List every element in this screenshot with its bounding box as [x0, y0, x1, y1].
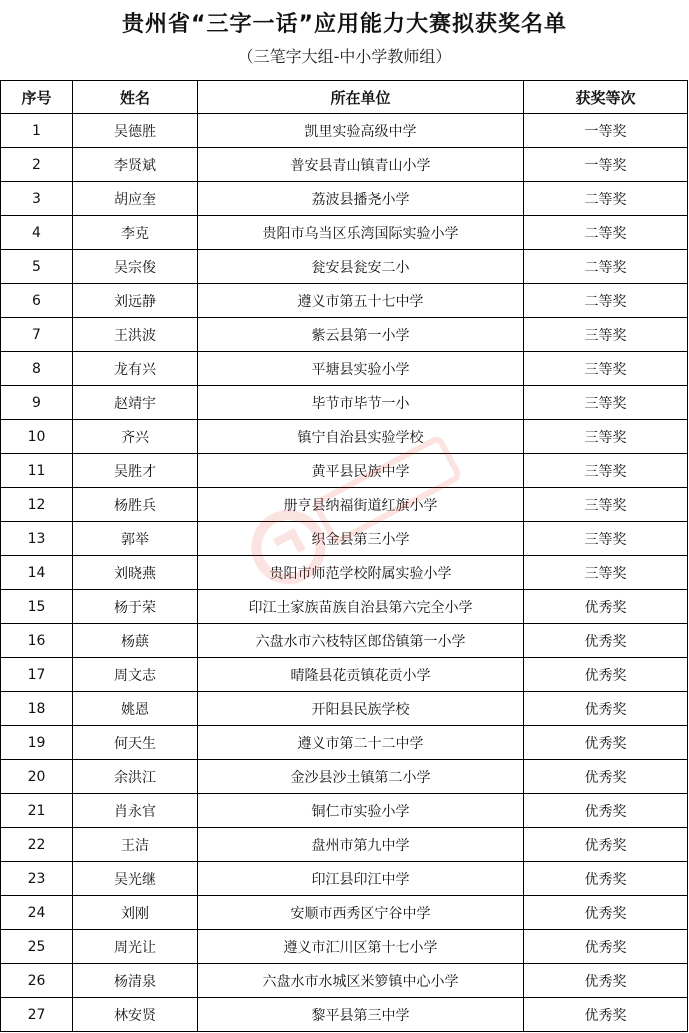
- table-row: [1, 352, 688, 386]
- cell-number: 12: [1, 488, 73, 522]
- cell-name: 吴胜才: [73, 454, 198, 488]
- table-header-row: [1, 81, 688, 114]
- cell-award: 三等奖: [524, 420, 688, 454]
- cell-award: 三等奖: [524, 522, 688, 556]
- cell-unit: 遵义市第五十七中学: [198, 284, 524, 318]
- cell-number: 9: [1, 386, 73, 420]
- cell-award: 优秀奖: [524, 930, 688, 964]
- cell-unit: 镇宁自治县实验学校: [198, 420, 524, 454]
- cell-number: 3: [1, 182, 73, 216]
- table-row: [1, 318, 688, 352]
- cell-unit: 黎平县第三中学: [198, 998, 524, 1032]
- cell-unit: 黄平县民族中学: [198, 454, 524, 488]
- cell-unit: 遵义市第二十二中学: [198, 726, 524, 760]
- cell-award: 优秀奖: [524, 794, 688, 828]
- cell-award: 优秀奖: [524, 692, 688, 726]
- table-row: [1, 148, 688, 182]
- cell-name: 杨于荣: [73, 590, 198, 624]
- cell-award: 优秀奖: [524, 590, 688, 624]
- cell-number: 2: [1, 148, 73, 182]
- cell-award: 优秀奖: [524, 862, 688, 896]
- table-row: [1, 794, 688, 828]
- header-award: 获奖等次: [524, 81, 688, 114]
- cell-award: 优秀奖: [524, 964, 688, 998]
- cell-name: 李贤斌: [73, 148, 198, 182]
- cell-award: 三等奖: [524, 454, 688, 488]
- cell-award: 一等奖: [524, 148, 688, 182]
- table-row: [1, 284, 688, 318]
- cell-number: 21: [1, 794, 73, 828]
- cell-award: 优秀奖: [524, 828, 688, 862]
- cell-number: 24: [1, 896, 73, 930]
- cell-award: 三等奖: [524, 318, 688, 352]
- table-row: [1, 964, 688, 998]
- table-row: [1, 522, 688, 556]
- cell-number: 5: [1, 250, 73, 284]
- cell-award: 三等奖: [524, 386, 688, 420]
- table-row: [1, 896, 688, 930]
- cell-name: 何天生: [73, 726, 198, 760]
- table-row: [1, 862, 688, 896]
- cell-number: 25: [1, 930, 73, 964]
- cell-number: 17: [1, 658, 73, 692]
- cell-number: 16: [1, 624, 73, 658]
- cell-number: 15: [1, 590, 73, 624]
- document-subtitle: （三笔字大组-中小学教师组）: [237, 47, 452, 66]
- table-row: [1, 182, 688, 216]
- cell-name: 李克: [73, 216, 198, 250]
- cell-unit: 紫云县第一小学: [198, 318, 524, 352]
- cell-award: 优秀奖: [524, 624, 688, 658]
- cell-award: 优秀奖: [524, 896, 688, 930]
- header-number: 序号: [1, 81, 73, 114]
- cell-award: 优秀奖: [524, 760, 688, 794]
- cell-award: 二等奖: [524, 250, 688, 284]
- cell-name: 余洪江: [73, 760, 198, 794]
- cell-number: 11: [1, 454, 73, 488]
- table-row: [1, 250, 688, 284]
- cell-number: 7: [1, 318, 73, 352]
- cell-number: 19: [1, 726, 73, 760]
- table-row: [1, 216, 688, 250]
- cell-unit: 贵阳市师范学校附属实验小学: [198, 556, 524, 590]
- cell-unit: 开阳县民族学校: [198, 692, 524, 726]
- cell-number: 20: [1, 760, 73, 794]
- cell-unit: 铜仁市实验小学: [198, 794, 524, 828]
- cell-unit: 荔波县播尧小学: [198, 182, 524, 216]
- cell-unit: 六盘水市六枝特区郎岱镇第一小学: [198, 624, 524, 658]
- table-row: [1, 488, 688, 522]
- cell-award: 三等奖: [524, 352, 688, 386]
- table-row: [1, 590, 688, 624]
- table-row: [1, 386, 688, 420]
- cell-name: 杨清泉: [73, 964, 198, 998]
- awards-table: [0, 80, 688, 1032]
- cell-award: 优秀奖: [524, 658, 688, 692]
- cell-unit: 金沙县沙土镇第二小学: [198, 760, 524, 794]
- document-title: 贵州省“三字一话”应用能力大赛拟获奖名单: [122, 12, 567, 37]
- cell-unit: 瓮安县瓮安二小: [198, 250, 524, 284]
- cell-award: 三等奖: [524, 488, 688, 522]
- table-row: [1, 420, 688, 454]
- header-unit: 所在单位: [198, 81, 524, 114]
- cell-unit: 贵阳市乌当区乐湾国际实验小学: [198, 216, 524, 250]
- cell-number: 22: [1, 828, 73, 862]
- cell-unit: 册亨县纳福街道红旗小学: [198, 488, 524, 522]
- cell-unit: 毕节市毕节一小: [198, 386, 524, 420]
- cell-unit: 织金县第三小学: [198, 522, 524, 556]
- cell-name: 刘晓燕: [73, 556, 198, 590]
- cell-number: 27: [1, 998, 73, 1032]
- cell-name: 郭举: [73, 522, 198, 556]
- cell-name: 齐兴: [73, 420, 198, 454]
- cell-name: 王洁: [73, 828, 198, 862]
- table-row: [1, 114, 688, 148]
- cell-award: 二等奖: [524, 182, 688, 216]
- cell-number: 8: [1, 352, 73, 386]
- table-row: [1, 692, 688, 726]
- cell-number: 10: [1, 420, 73, 454]
- cell-award: 三等奖: [524, 556, 688, 590]
- cell-unit: 安顺市西秀区宁谷中学: [198, 896, 524, 930]
- table-row: [1, 930, 688, 964]
- table-row: [1, 624, 688, 658]
- cell-name: 吴德胜: [73, 114, 198, 148]
- cell-name: 肖永官: [73, 794, 198, 828]
- cell-unit: 印江县印江中学: [198, 862, 524, 896]
- cell-number: 23: [1, 862, 73, 896]
- cell-unit: 平塘县实验小学: [198, 352, 524, 386]
- table-row: [1, 828, 688, 862]
- table-row: [1, 760, 688, 794]
- cell-award: 优秀奖: [524, 726, 688, 760]
- table-row: [1, 726, 688, 760]
- cell-unit: 凯里实验高级中学: [198, 114, 524, 148]
- cell-name: 刘远静: [73, 284, 198, 318]
- cell-unit: 遵义市汇川区第十七小学: [198, 930, 524, 964]
- cell-award: 二等奖: [524, 284, 688, 318]
- cell-award: 二等奖: [524, 216, 688, 250]
- header-name: 姓名: [73, 81, 198, 114]
- cell-award: 优秀奖: [524, 998, 688, 1032]
- cell-number: 14: [1, 556, 73, 590]
- cell-name: 刘刚: [73, 896, 198, 930]
- cell-name: 赵靖宇: [73, 386, 198, 420]
- cell-unit: 盘州市第九中学: [198, 828, 524, 862]
- document-header: [0, 0, 689, 80]
- cell-name: 吴光继: [73, 862, 198, 896]
- cell-name: 龙有兴: [73, 352, 198, 386]
- cell-name: 林安贤: [73, 998, 198, 1032]
- cell-number: 18: [1, 692, 73, 726]
- cell-unit: 六盘水市水城区米箩镇中心小学: [198, 964, 524, 998]
- cell-unit: 普安县青山镇青山小学: [198, 148, 524, 182]
- cell-unit: 印江土家族苗族自治县第六完全小学: [198, 590, 524, 624]
- cell-name: 杨胜兵: [73, 488, 198, 522]
- cell-name: 吴宗俊: [73, 250, 198, 284]
- cell-name: 王洪波: [73, 318, 198, 352]
- cell-name: 姚恩: [73, 692, 198, 726]
- table-row: [1, 556, 688, 590]
- cell-unit: 晴隆县花贡镇花贡小学: [198, 658, 524, 692]
- table-row: [1, 658, 688, 692]
- cell-award: 一等奖: [524, 114, 688, 148]
- cell-number: 1: [1, 114, 73, 148]
- cell-number: 13: [1, 522, 73, 556]
- table-row: [1, 998, 688, 1032]
- table-row: [1, 454, 688, 488]
- cell-name: 周光让: [73, 930, 198, 964]
- cell-name: 杨蕻: [73, 624, 198, 658]
- cell-name: 胡应奎: [73, 182, 198, 216]
- cell-number: 26: [1, 964, 73, 998]
- cell-number: 6: [1, 284, 73, 318]
- cell-number: 4: [1, 216, 73, 250]
- cell-name: 周文志: [73, 658, 198, 692]
